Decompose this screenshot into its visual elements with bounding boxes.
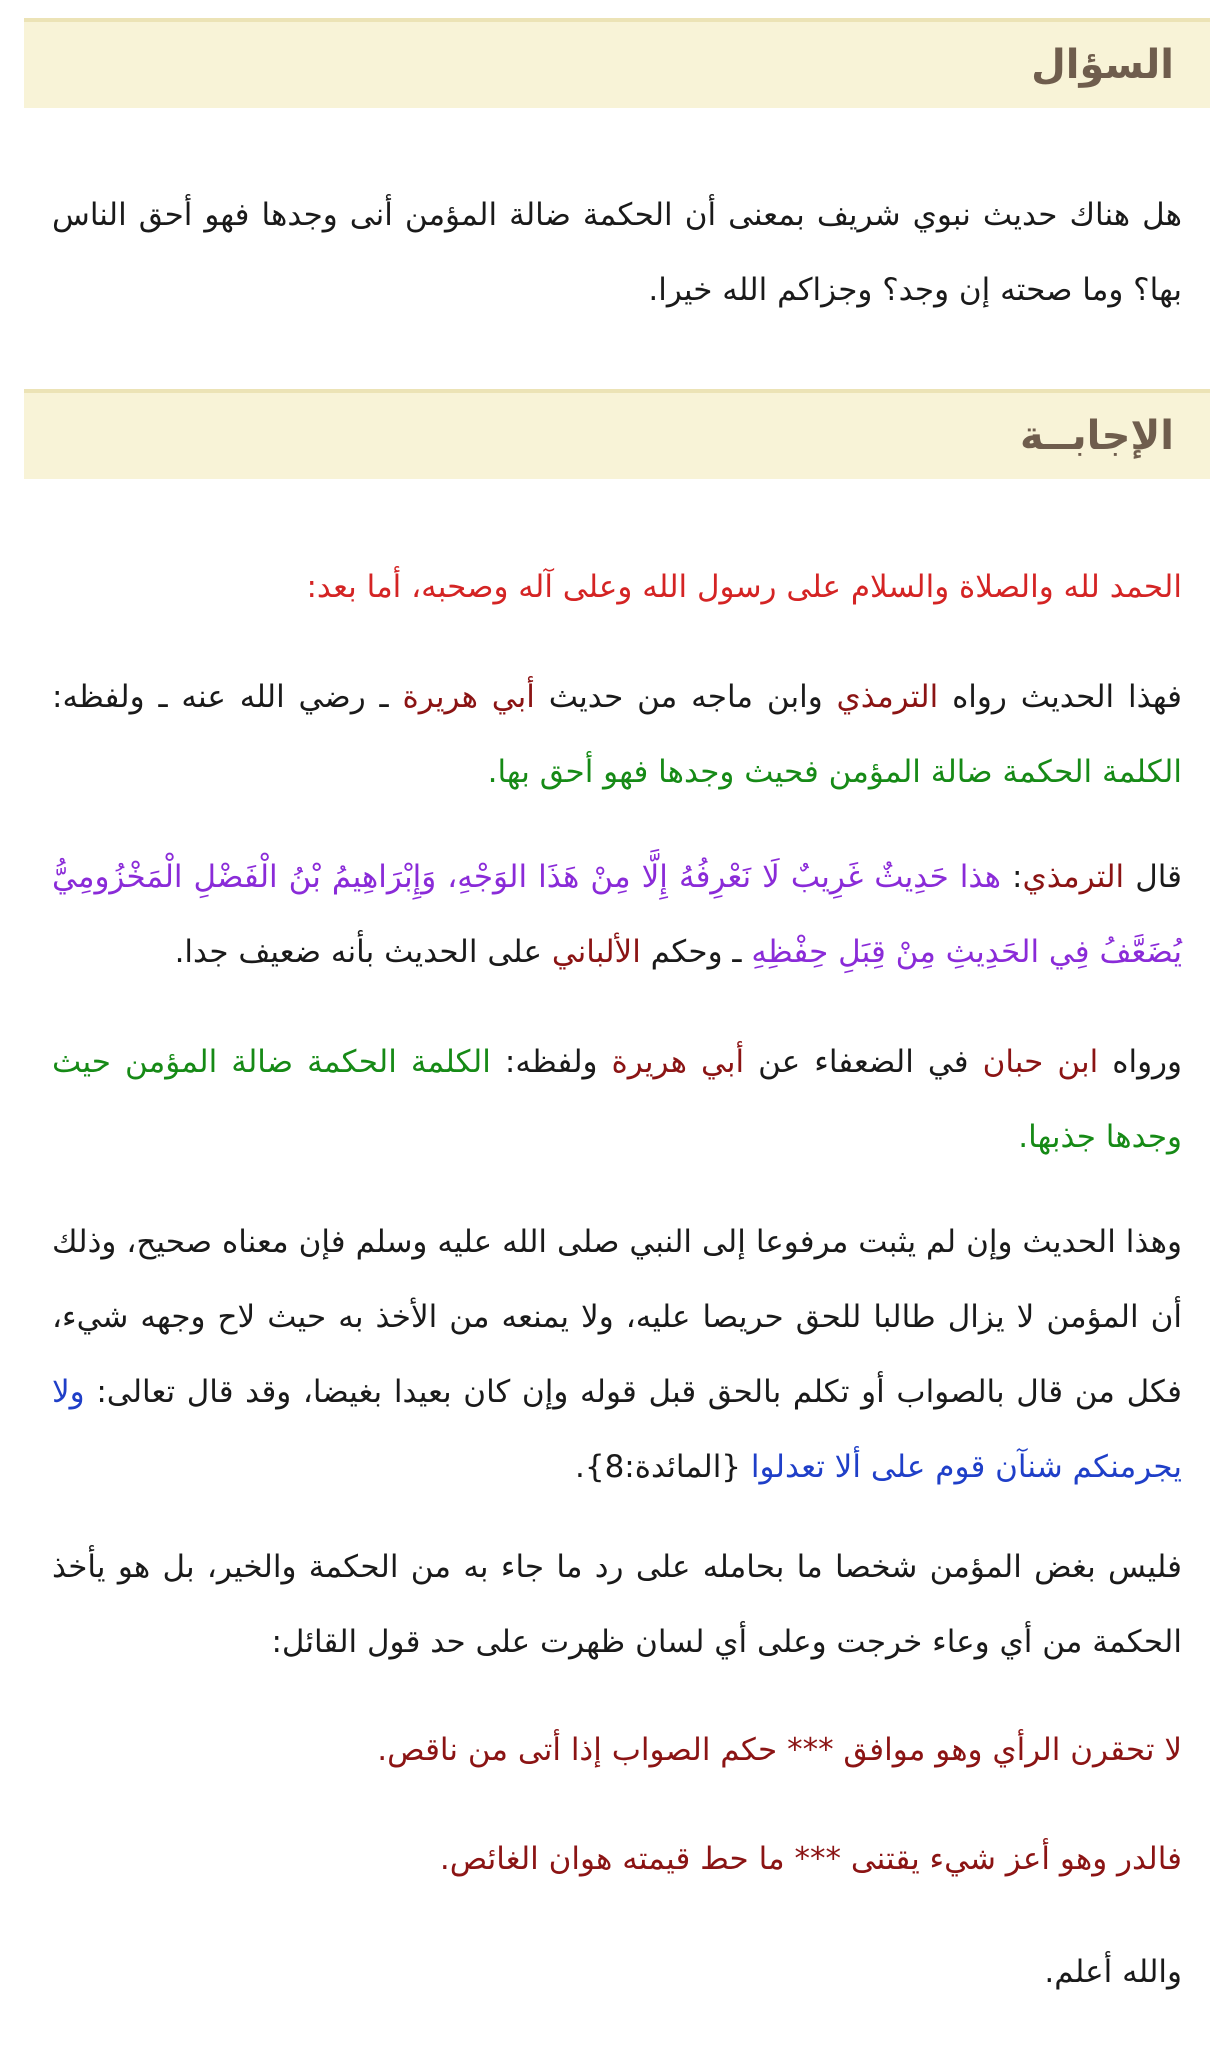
scholar-ibn-hibban: ابن حبان — [982, 1044, 1099, 1080]
scholar-albani: الألباني — [551, 934, 641, 970]
question-header — [24, 18, 1210, 108]
p3-text-3: ولفظه: — [490, 1044, 612, 1080]
p2-text-3: ـ وحكم — [640, 934, 752, 970]
answer-paragraph-1 — [52, 660, 1182, 810]
answer-heading: الإجابــة — [1020, 413, 1174, 459]
poem-line-2: فالدر وهو أعز شيء يقتنى *** ما حط قيمته هوان الغائص. — [439, 1841, 1182, 1877]
closing-text: والله أعلم. — [1044, 1954, 1182, 1990]
answer-paragraph-2 — [52, 840, 1182, 990]
question-text: هل هناك حديث نبوي شريف بمعنى أن الحكمة ضالة المؤمن أنى وجدها فهو أحق الناس بها؟ وما صحته إن وجد؟ وجزاكم الله خيرا. — [52, 197, 1182, 308]
tirmidhi-quote: هذا حَدِيثٌ غَرِيبٌ لَا نَعْرِفُهُ إِلَّا مِنْ هَذَا الوَجْهِ، وَإِبْرَاهِيمُ بْنُ الْفَضْلِ الْمَخْزُومِيُّ يُضَعَّفُ فِي الحَدِيثِ مِنْ قِبَلِ حِفْظِهِ — [52, 859, 1182, 970]
poem-line-1: لا تحقرن الرأي وهو موافق *** حكم الصواب إذا أتى من ناقص. — [377, 1732, 1182, 1768]
quran-verse: ولا يجرمنكم شنآن قوم على ألا تعدلوا — [52, 1374, 1182, 1485]
answer-paragraph-3 — [52, 1025, 1182, 1175]
p1-text-3: ـ رضي الله عنه ـ ولفظه: — [52, 679, 403, 715]
narrator-tirmidhi: الترمذي — [836, 679, 939, 715]
p2-text-4: على الحديث بأنه ضعيف جدا. — [174, 934, 552, 970]
answer-paragraph-5: فليس بغض المؤمن شخصا ما بحامله على رد ما جاء به من الحكمة والخير، بل هو يأخذ الحكمة من أي وعاء خرجت وعلى أي لسان ظهرت على حد قول القائل: — [52, 1549, 1182, 1660]
answer-paragraph-4 — [52, 1205, 1182, 1505]
p3-text-1: ورواه — [1098, 1044, 1182, 1080]
answer-praise: الحمد لله والصلاة والسلام على رسول الله وعلى آله وصحبه، أما بعد: — [306, 569, 1182, 605]
answer-header — [24, 389, 1210, 479]
p3-text-2: في الضعفاء عن — [744, 1044, 983, 1080]
narrator-abu-hurayrah: أبي هريرة — [402, 679, 535, 715]
p1-text-2: وابن ماجه من حديث — [534, 679, 837, 715]
question-heading: السؤال — [1031, 42, 1174, 88]
narrator-abu-hurayrah-2: أبي هريرة — [611, 1044, 745, 1080]
hadith-text-2: الكلمة الحكمة ضالة المؤمن حيث وجدها جذبها. — [52, 1044, 1182, 1155]
hadith-text-1: الكلمة الحكمة ضالة المؤمن فحيث وجدها فهو أحق بها. — [487, 754, 1182, 790]
scholar-tirmidhi: الترمذي — [1022, 859, 1125, 895]
p4-text-1: وهذا الحديث وإن لم يثبت مرفوعا إلى النبي صلى الله عليه وسلم فإن معناه صحيح، وذلك أن المؤمن لا يزال طالبا للحق حريصا عليه، ولا يمنعه من الأخذ به حيث لاح وجهه شيء، فكل من قال بالصواب أو تكلم بالحق قبل قوله وإن كان بعيدا بغيضا، وقد قال تعالى: — [52, 1224, 1182, 1410]
p1-text-1: فهذا الحديث رواه — [938, 679, 1182, 715]
p2-text-2: : — [1001, 859, 1023, 895]
p4-text-2: {المائدة:8}. — [574, 1449, 751, 1485]
p2-text-1: قال — [1124, 859, 1182, 895]
